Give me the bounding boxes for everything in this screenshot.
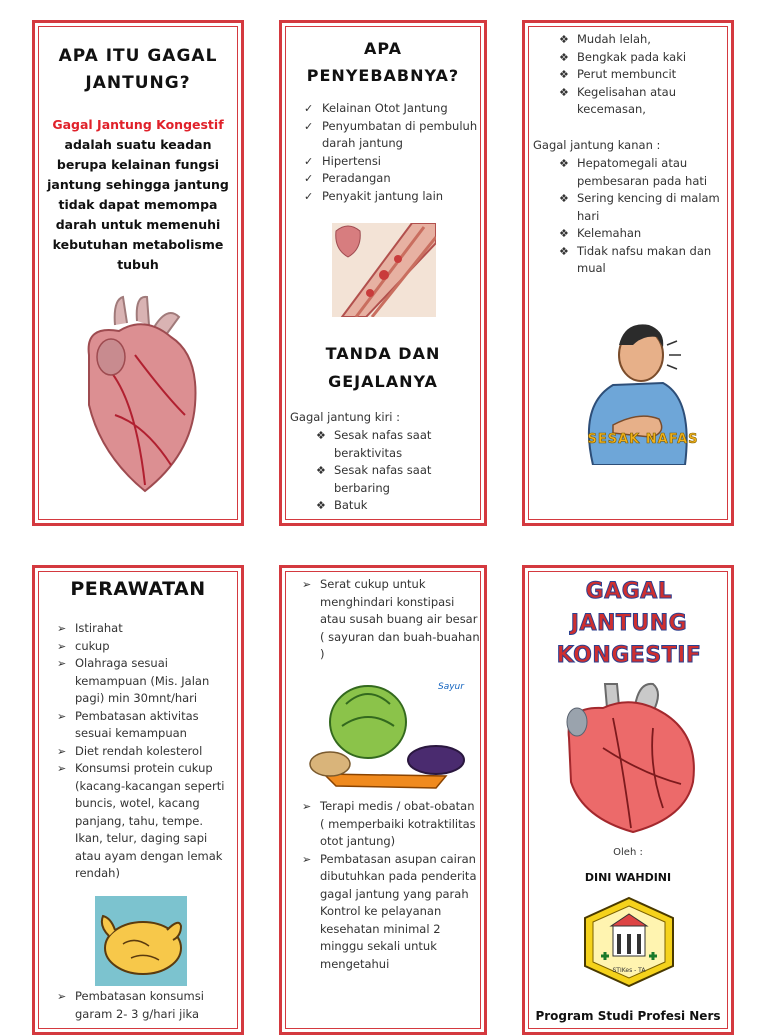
diamond-bullet-icon: ❖ bbox=[559, 157, 569, 170]
roast-chicken-illustration bbox=[95, 896, 187, 986]
diamond-bullet-icon: ❖ bbox=[559, 68, 569, 81]
list-item: ❖ Bengkak pada kaki bbox=[559, 49, 719, 67]
arrow-bullet-icon: ➢ bbox=[302, 800, 312, 813]
top-signs-list bbox=[559, 31, 719, 119]
diamond-bullet-icon: ❖ bbox=[559, 192, 569, 205]
check-icon: ✓ bbox=[304, 154, 314, 168]
right-signs-list bbox=[559, 155, 721, 278]
diamond-bullet-icon: ❖ bbox=[559, 244, 569, 258]
diamond-bullet-icon: ❖ bbox=[559, 227, 569, 240]
author-name: DINI WAHDINI bbox=[584, 871, 672, 884]
definition-text: adalah suatu keadan berupa kelainan fungsi jantung sehingga jantung tidak dapat memompa darah untuk memenuhi kebutuhan metabolisme tubuh bbox=[47, 137, 229, 272]
list-item: ✓ Kelainan Otot Jantung bbox=[304, 100, 480, 118]
arrow-bullet-icon: ➢ bbox=[57, 744, 67, 758]
list-item: ➢ cukup bbox=[57, 638, 231, 656]
arrow-bullet-icon: ➢ bbox=[302, 852, 312, 866]
arrow-bullet-icon: ➢ bbox=[57, 990, 67, 1003]
arrow-bullet-icon: ➢ bbox=[57, 762, 67, 775]
logo-text: STIKes - TA bbox=[612, 967, 646, 974]
panel2-title: APA PENYEBABNYA? bbox=[306, 39, 460, 85]
arrow-bullet-icon: ➢ bbox=[57, 639, 67, 653]
panel-care bbox=[32, 565, 244, 1035]
by-label: Oleh : bbox=[613, 847, 643, 858]
artery-illustration bbox=[332, 223, 436, 317]
list-item: ➢ Serat cukup untuk menghindari konstipasi atau susah buang air besar ( sayuran dan buah-buahan ) bbox=[302, 577, 480, 661]
signs-title: TANDA DAN GEJALANYA bbox=[325, 344, 441, 391]
veg-label: Sayur bbox=[438, 682, 464, 692]
diamond-bullet-icon: ❖ bbox=[316, 429, 326, 442]
panel-what-is bbox=[32, 20, 244, 526]
list-item: ✓ Peradangan bbox=[304, 170, 480, 188]
image-caption: SESAK NAFAS bbox=[587, 432, 699, 447]
list-item: ❖ Hepatomegali atau pembesaran pada hati bbox=[559, 156, 708, 188]
list-item: ❖ Tidak nafsu makan dan mual bbox=[559, 243, 712, 275]
list-item: ❖ Perut membuncit bbox=[559, 66, 719, 84]
panel1-title: APA ITU GAGAL JANTUNG? bbox=[58, 46, 218, 93]
highlight-term: Gagal Jantung Kongestif bbox=[52, 117, 224, 132]
program-name: Program Studi Profesi Ners bbox=[535, 1009, 721, 1023]
causes-list bbox=[304, 100, 480, 205]
arrow-bullet-icon: ➢ bbox=[302, 578, 312, 591]
diamond-bullet-icon: ❖ bbox=[316, 499, 326, 512]
list-item: ❖ Sesak nafas saat berbaring bbox=[316, 463, 432, 495]
list-item: ✓ Penyakit jantung lain bbox=[304, 188, 480, 206]
list-item: ❖ Mudah lelah, bbox=[559, 31, 719, 49]
care-list-2 bbox=[302, 798, 482, 973]
list-item: ➢ Pembatasan asupan cairan dibutuhkan pada penderita gagal jantung yang parah Kontrol ke pelayanan kesehatan minimal 2 minggu sekali untuk mengetahui bbox=[302, 851, 477, 971]
left-signs-list bbox=[316, 427, 476, 515]
list-item: ➢ Terapi medis / obat-obatan ( memperbaiki kotraktilitas otot jantung) bbox=[302, 799, 476, 848]
diamond-bullet-icon: ❖ bbox=[316, 464, 326, 477]
cover-title bbox=[531, 576, 727, 672]
list-item: ➢ Konsumsi protein cukup (kacang-kacangan seperti buncis, wotel, kacang panjang, tahu, tempe. Ikan, telur, daging sapi atau ayam dengan lemak rendah) bbox=[57, 761, 225, 880]
cover-title-line2: KONGESTIF bbox=[556, 643, 702, 668]
left-failure-label: Gagal jantung kiri : bbox=[290, 410, 401, 424]
list-item: ➢ Istirahat bbox=[57, 620, 231, 638]
heart-illustration bbox=[75, 295, 207, 495]
diamond-bullet-icon: ❖ bbox=[559, 50, 569, 64]
list-item: ❖ Sering kencing di malam hari bbox=[559, 191, 720, 223]
diamond-bullet-icon: ❖ bbox=[559, 85, 569, 99]
care-list bbox=[57, 620, 231, 883]
panel-causes bbox=[279, 20, 487, 526]
cover-title-line1: GAGAL JANTUNG bbox=[570, 579, 688, 636]
check-icon: ✓ bbox=[304, 189, 314, 203]
list-item: ❖ Kelemahan bbox=[559, 225, 721, 243]
right-failure-label: Gagal jantung kanan : bbox=[533, 138, 661, 152]
list-item: ➢ Pembatasan konsumsi garam 2- 3 g/hari jika bbox=[57, 989, 204, 1021]
panel-care-continued bbox=[279, 565, 487, 1035]
list-item: ➢ Diet rendah kolesterol bbox=[57, 743, 231, 761]
care-list-bottom bbox=[57, 988, 231, 1023]
arrow-bullet-icon: ➢ bbox=[57, 622, 67, 635]
list-item: ❖ Batuk bbox=[316, 497, 476, 515]
list-item: ❖ Kegelisahan atau kecemasan, bbox=[559, 84, 677, 116]
list-item: ➢ Olahraga sesuai kemampuan (Mis. Jalan pagi) min 30mnt/hari bbox=[57, 656, 210, 705]
list-item: ❖ Sesak nafas saat beraktivitas bbox=[316, 428, 432, 460]
list-item: ✓ Penyumbatan di pembuluh darah jantung bbox=[304, 118, 478, 150]
arrow-bullet-icon: ➢ bbox=[57, 657, 67, 670]
panel-cover bbox=[522, 565, 734, 1035]
check-icon: ✓ bbox=[304, 119, 314, 133]
check-icon: ✓ bbox=[304, 172, 314, 185]
fiber-list bbox=[302, 576, 480, 664]
panel-signs-continued bbox=[522, 20, 734, 526]
arrow-bullet-icon: ➢ bbox=[57, 709, 67, 723]
check-icon: ✓ bbox=[304, 102, 314, 115]
institution-logo bbox=[577, 896, 681, 988]
list-item: ➢ Pembatasan aktivitas sesuai kemampuan bbox=[57, 708, 199, 740]
diamond-bullet-icon: ❖ bbox=[559, 33, 569, 46]
cover-heart-illustration bbox=[553, 678, 703, 834]
care-title: PERAWATAN bbox=[70, 578, 206, 600]
list-item: ✓ Hipertensi bbox=[304, 153, 480, 171]
